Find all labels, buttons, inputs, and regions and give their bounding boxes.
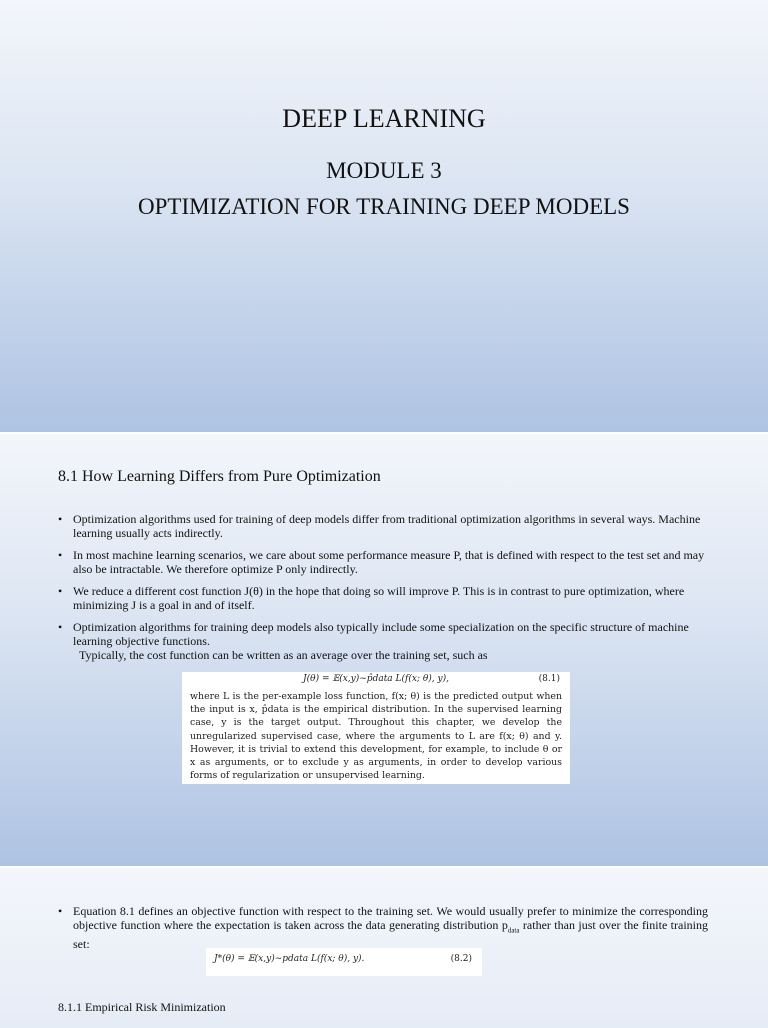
equation-excerpt-8-1 [182,672,570,784]
bullet-item: • In most machine learning scenarios, we care about some performance measure P, that is defined with respect to the test set and may also be intractable. We therefore optimize P only indirectly. [58,548,705,576]
bullet-continuation: Typically, the cost function can be written as an average over the training set, such as [79,648,488,662]
bullet-item: • Optimization algorithms used for training of deep models differ from traditional optimization algorithms in several ways. Machine learning usually acts indirectly. [58,512,701,540]
subsection-heading: 8.1.1 Empirical Risk Minimization [58,1000,226,1014]
bullet-item: • Equation 8.1 defines an objective function with respect to the training set. We would usually prefer to minimize the corresponding objective function where the expectation is taken across the data generating distribution $p_{data}$ rather than just over the finite training set: [58,904,709,952]
title-slide [0,0,768,432]
bullet-item: • Optimization algorithms for training deep models also typically include some specialization on the specific structure of machine learning objective functions. Typically, the cost function can be written as an average over the training set, such as [58,620,708,662]
equation-number: (8.1) [538,674,560,684]
bullet-dot-icon: • [58,548,63,562]
equation-formula: J(θ) = 𝔼(x,y)∼p̂data L(f(x; θ), y), [303,674,449,684]
equation-formula: J*(θ) = 𝔼(x,y)∼pdata L(f(x; θ), y). [214,954,365,964]
equation-explanation: where L is the per-example loss function, f(x; θ) is the predicted output when the input is x, p̂data is the empirical distribution. In the supervised learning case, y is the target output. Throughout this chapter, we develop the unregularized supervised case, where the arguments to L are f(x; θ) and y. However, it is trivial to extend this development, for example, to include θ or x as arguments, or to exclude y as arguments, in order to develop various forms of regularization or unsupervised learning. [190,691,562,782]
bullet-dot-icon: • [58,584,63,598]
bullet-dot-icon: • [58,904,63,918]
module-label: MODULE 3 [326,158,442,183]
content-slide-8-1 [0,434,768,866]
equation-number: (8.2) [450,954,472,964]
equation-excerpt-8-2 [206,948,482,976]
bullet-list [58,512,708,670]
bullet-item: • We reduce a different cost function J(θ) in the hope that doing so will improve P. This is in contrast to pure optimization, where minimizing J is a goal in and of itself. [58,584,685,612]
content-slide-8-1-continued [0,868,768,1028]
section-heading: 8.1 How Learning Differs from Pure Optimization [58,468,381,485]
bullet-dot-icon: • [58,512,63,526]
bullet-dot-icon: • [58,620,63,634]
slide-subtitle: OPTIMIZATION FOR TRAINING DEEP MODELS [138,194,630,219]
slide-title: DEEP LEARNING [282,104,486,133]
